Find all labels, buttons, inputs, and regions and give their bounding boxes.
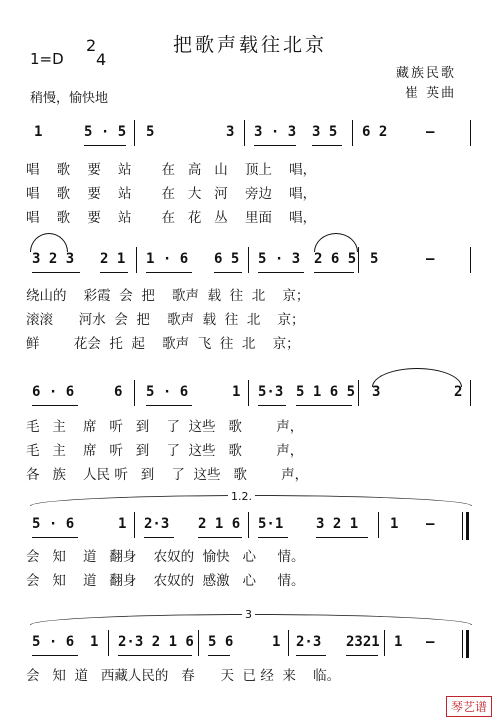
note-group: 1 (390, 516, 399, 532)
note-group: 2 6 5 (314, 251, 357, 267)
watermark-logo: 琴艺谱 (446, 696, 492, 717)
bar-line (352, 120, 353, 146)
beam (254, 145, 296, 146)
note-group: 5 · 5 (84, 124, 127, 140)
note-group: 5·3 (258, 384, 284, 400)
note-group: 5 · 6 (32, 516, 75, 532)
note-group: 5 · 6 (32, 634, 75, 650)
music-line-2 (26, 245, 471, 279)
note-group: 1 (272, 634, 281, 650)
bar-line (248, 512, 249, 538)
note-group: 1 (394, 634, 403, 650)
lyric-line: 会 知 道 西藏人民的 春 天 已 经 来 临。 (26, 668, 341, 684)
note-group: 2 (454, 384, 463, 400)
repeat-end-barline (462, 512, 469, 540)
beam (146, 272, 192, 273)
bar-line (108, 630, 109, 656)
beam (258, 405, 286, 406)
note-group: 2·3 (296, 634, 322, 650)
bar-line (134, 380, 135, 406)
music-line-3 (26, 378, 471, 412)
note-group: 6 2 (362, 124, 388, 140)
note-group: 2321 (346, 634, 380, 650)
lyric-line: 毛 主 席 听 到 了 这些 歌 声， (26, 443, 304, 459)
bar-line (134, 120, 135, 146)
note-group: 6 (114, 384, 123, 400)
music-line-1 (26, 118, 471, 152)
bar-line (288, 630, 289, 656)
bar-line (244, 120, 245, 146)
beam (32, 655, 78, 656)
note-group: — (426, 124, 435, 140)
note-group: 5 1 6 5 (296, 384, 356, 400)
note-group: 3 (372, 384, 381, 400)
note-group: 1 (34, 124, 43, 140)
beam (32, 272, 80, 273)
bar-line (358, 247, 359, 273)
lyric-line: 唱 歌 要 站 在 花 丛 里面 唱， (26, 210, 317, 226)
beam (32, 405, 78, 406)
note-group: 2 1 6 (198, 516, 241, 532)
note-group: 3 5 (312, 124, 338, 140)
meter-bottom: 4 (96, 50, 107, 69)
note-group: — (426, 516, 435, 532)
note-group: 5 6 (208, 634, 234, 650)
lyric-line: 鲜 花会 托 起 歌声 飞 往 北 京； (26, 336, 300, 352)
beam (258, 272, 304, 273)
note-group: 5 (370, 251, 379, 267)
note-group: 2 1 (100, 251, 126, 267)
music-line-4 (26, 510, 471, 544)
beam (316, 537, 368, 538)
lyric-line: 唱 歌 要 站 在 高 山 顶上 唱， (26, 162, 317, 178)
note-group: — (426, 251, 435, 267)
beam (312, 145, 342, 146)
note-group: 1 · 6 (146, 251, 189, 267)
note-group: 1 (232, 384, 241, 400)
bar-line (134, 512, 135, 538)
meter-top: 2 (86, 36, 97, 55)
volta-label: 3 (242, 608, 255, 621)
bar-line (198, 630, 199, 656)
beam (84, 145, 126, 146)
lyric-line: 绕山的 彩霞 会 把 歌声 载 往 北 京； (26, 288, 310, 304)
bar-line (470, 247, 471, 273)
beam (214, 272, 242, 273)
credit-origin: 藏族民歌 (396, 66, 457, 81)
beam (296, 655, 326, 656)
note-group: — (426, 634, 435, 650)
note-group: 3 · 3 (254, 124, 297, 140)
bar-line (248, 380, 249, 406)
bar-line (384, 630, 385, 656)
bar-line (470, 120, 471, 146)
note-group: 5·1 (258, 516, 284, 532)
note-group: 1 (118, 516, 127, 532)
time-signature (86, 38, 106, 68)
final-barline (462, 630, 469, 658)
note-group: 2·3 (144, 516, 170, 532)
lyric-line: 各 族 人民 听 到 了 这些 歌 声， (26, 467, 309, 483)
song-title: 把歌声载往北京 (172, 34, 327, 56)
bar-line (136, 247, 137, 273)
bar-line (470, 380, 471, 406)
note-group: 2·3 2 1 6 (118, 634, 194, 650)
music-line-5 (26, 628, 471, 662)
note-group: 3 2 3 (32, 251, 75, 267)
note-group: 5 (146, 124, 155, 140)
tempo-marking: 稍慢，愉快地 (30, 91, 109, 106)
lyric-line: 唱 歌 要 站 在 大 河 旁边 唱， (26, 186, 317, 202)
bar-line (378, 512, 379, 538)
note-group: 6 5 (214, 251, 240, 267)
note-group: 3 (226, 124, 235, 140)
beam (146, 405, 192, 406)
lyric-line: 滚滚 河水 会 把 歌声 载 往 北 京； (26, 312, 305, 328)
note-group: 1 (90, 634, 99, 650)
lyric-line: 毛 主 席 听 到 了 这些 歌 声， (26, 419, 304, 435)
note-group: 5 · 3 (258, 251, 301, 267)
volta-label: 1.2. (228, 490, 255, 503)
beam (118, 655, 192, 656)
note-group: 5 · 6 (146, 384, 189, 400)
beam (144, 537, 174, 538)
bar-line (358, 380, 359, 406)
beam (314, 272, 354, 273)
beam (296, 405, 352, 406)
beam (208, 655, 230, 656)
bar-line (248, 247, 249, 273)
lyric-line: 会 知 道 翻身 农奴的 感激 心 情。 (26, 573, 305, 589)
beam (100, 272, 128, 273)
key-signature: 1=D (30, 50, 64, 68)
lyric-line: 会 知 道 翻身 农奴的 愉快 心 情。 (26, 549, 305, 565)
beam (32, 537, 78, 538)
beam (198, 537, 242, 538)
beam (258, 537, 288, 538)
beam (346, 655, 378, 656)
credit-composer: 崔 英曲 (405, 86, 457, 101)
note-group: 6 · 6 (32, 384, 75, 400)
note-group: 3 2 1 (316, 516, 359, 532)
